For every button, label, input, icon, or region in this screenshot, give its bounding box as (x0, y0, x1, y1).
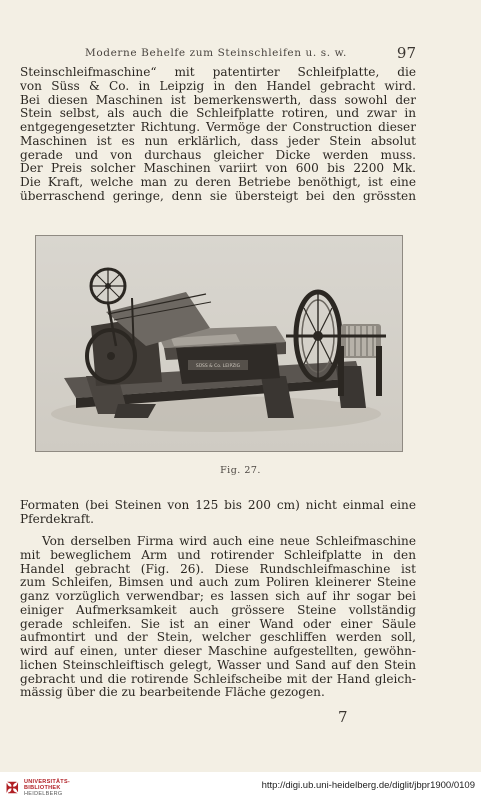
figure-grinding-machine (35, 235, 403, 452)
running-title: Moderne Behelfe zum Steinschleifen u. s. w. (85, 47, 347, 59)
text-line: mässig über die zu bearbeitende Fläche gezogen. (20, 686, 325, 700)
text-line: Von derselben Firma wird auch eine neue Schleifmaschine (42, 535, 416, 548)
grinding-machine-illustration (36, 236, 402, 451)
text-line: gerade schleifen. Sie ist an einer Wand oder einer Säule (20, 617, 416, 631)
text-line: ganz vorzüglich verwendbar; es lassen sich auf ihr sogar bei (20, 590, 416, 603)
text-line: Formaten (bei Steinen von 125 bis 200 cm) nicht einmal eine (20, 499, 416, 512)
text-line: überraschend geringe, denn sie übersteigt bei den grössten (20, 189, 416, 203)
figure-caption: Fig. 27. (220, 465, 261, 476)
text-line: Bei diesen Maschinen ist bemerkenswerth, dass sowohl der (20, 93, 416, 107)
text-line: aufmontirt und der Stein, welcher geschliffen werden soll, (20, 631, 416, 645)
signature-mark: 7 (338, 708, 348, 726)
text-line: lichen Steinschleiftisch gelegt, Wasser und Sand auf den Stein (20, 658, 416, 672)
logo-line: HEIDELBERG (24, 791, 63, 798)
library-seal-icon: ✠ (6, 779, 19, 797)
text-line: Pferdekraft. (20, 512, 94, 526)
text-line: mit beweglichem Arm und rotirender Schleifplatte in den (20, 548, 416, 562)
text-line: Die Kraft, welche man zu deren Betriebe benöthigt, ist eine (20, 176, 416, 189)
text-line: entgegengesetzter Richtung. Vermöge der Construction dieser (20, 121, 416, 134)
paragraph-pferdekraft (20, 499, 416, 527)
logo-line: BIBLIOTHEK (24, 785, 61, 792)
text-line: gerade und von durchaus gleicher Dicke werden muss. (20, 148, 416, 162)
text-line: einiger Aufmerksamkeit auch grössere Steine vollständig (20, 603, 416, 617)
page-number: 97 (396, 44, 416, 62)
text-line: Stein selbst, als auch die Schleifplatte rotiren, und zwar in (20, 107, 416, 121)
paragraph-steinschleifmaschine (20, 66, 416, 204)
text-line: von Süss & Co. in Leipzig in den Handel gebracht wird. (20, 79, 416, 93)
text-line: gebracht und die rotirende Schleifscheibe mit der Hand gleich- (20, 672, 416, 686)
text-line: wird auf einen, unter dieser Maschine aufgestellten, gewöhn- (20, 645, 416, 658)
paragraph-rundschleifmaschine (20, 535, 416, 700)
text-line: zum Schleifen, Bimsen und auch zum Poliren kleinerer Steine (20, 576, 416, 590)
source-url-link[interactable]: http://digi.ub.uni-heidelberg.de/diglit/jbpr1900/0109 (261, 780, 475, 791)
digitization-footer (0, 772, 481, 806)
library-logo[interactable] (6, 776, 76, 802)
logo-line: UNIVERSITÄTS- (24, 779, 71, 785)
text-line: Der Preis solcher Maschinen variirt von 600 bis 2200 Mk. (20, 162, 416, 176)
text-line: Steinschleifmaschine“ mit patentirter Schleifplatte, die (20, 66, 416, 79)
machine-plate-label: SÜSS & Co. LEIPZIG (195, 364, 241, 369)
text-line: Maschinen ist es nun erklärlich, dass jeder Stein absolut (20, 134, 416, 148)
running-header (20, 44, 416, 64)
text-line: Handel gebracht (Fig. 26). Diese Rundschleifmaschine ist (20, 562, 416, 576)
